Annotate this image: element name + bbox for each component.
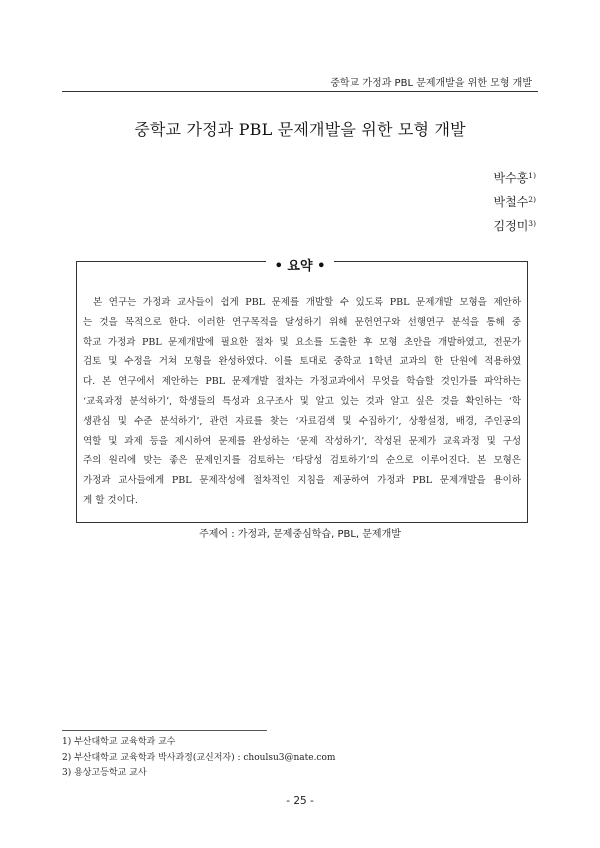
author-name: 박철수 [493, 195, 529, 209]
abstract-line: 역할 및 과제 등을 제시하여 문제를 완성하는 ‘문제 작성하기’, 작성된 문제가 교육과정 및 구성 [83, 435, 521, 447]
abstract-line: 다. 본 연구에서 제안하는 PBL 문제개발 절차는 가정교과에서 무엇을 학습할 것인가를 파악하는 [83, 376, 521, 388]
header-rule [62, 91, 538, 92]
abstract-line: ‘교육과정 분석하기’, 학생들의 특성과 요구조사 및 알고 있는 것과 알고 싶은 것을 확인하는 ‘학 [83, 395, 521, 407]
author-name: 박수홍 [493, 171, 529, 185]
abstract-heading [0, 255, 600, 274]
keywords: 주제어 : 가정과, 문제중심학습, PBL, 문제개발 [199, 529, 401, 540]
abstract-line: 가정과 교사들에게 PBL 문제작성에 절차적인 지침을 제공하여 가정과 PBL 문제개발을 용이하 [83, 475, 521, 487]
author-name: 김정미 [493, 219, 529, 233]
footnotes [62, 735, 335, 782]
author-list [494, 165, 536, 237]
abstract-line: 본 연구는 가정과 교사들이 쉽게 PBL 문제를 개발할 수 있도록 PBL 문제개발 모형을 제안하 [93, 297, 521, 308]
abstract-line: 주의 원리에 맞는 좋은 문제인지를 검토하는 ‘타당성 검토하기’의 순으로 이루어진다. 본 모형은 [83, 455, 521, 467]
author-footnote-mark: 2) [528, 195, 536, 204]
author [494, 165, 536, 189]
paper-title: 중학교 가정과 PBL 문제개발을 위한 모형 개발 [134, 120, 466, 139]
abstract-line: 학교 가정과 PBL 문제개발에 필요한 절차 및 요소를 도출한 후 모형 초안을 개발하였고, 전문가 [83, 336, 521, 348]
abstract-line: 는 것을 목적으로 한다. 이러한 연구목적을 달성하기 위해 문헌연구와 선행연구 분석을 통해 중 [83, 316, 521, 328]
author-footnote-mark: 3) [528, 219, 536, 228]
running-header: 중학교 가정과 PBL 문제개발을 위한 모형 개발 [330, 78, 532, 89]
abstract-heading-label: • 요약 • [266, 255, 335, 274]
footnote: 3) 용상고등학교 교사 [62, 768, 147, 778]
author [494, 189, 536, 213]
author-footnote-mark: 1) [528, 171, 536, 180]
footnote: 2) 부산대학교 교육학과 박사과정(교신저자) : choulsu3@nate.com [62, 752, 336, 763]
abstract-body [83, 293, 521, 511]
abstract-line: 검토 및 수정을 거쳐 모형을 완성하였다. 이를 토대로 중학교 1학년 교과의 한 단원에 적용하였 [83, 356, 521, 368]
footnote-rule [62, 730, 267, 731]
footnote: 1) 부산대학교 교육학과 교수 [62, 737, 176, 747]
abstract-line: 게 할 것이다. [83, 494, 138, 506]
abstract-line: 생관심 및 수준 분석하기’, 관련 자료를 찾는 ‘자료검색 및 수집하기’, 상황설정, 배경, 주인공의 [83, 415, 521, 427]
page-number: - 25 - [286, 795, 314, 807]
author [494, 213, 536, 237]
